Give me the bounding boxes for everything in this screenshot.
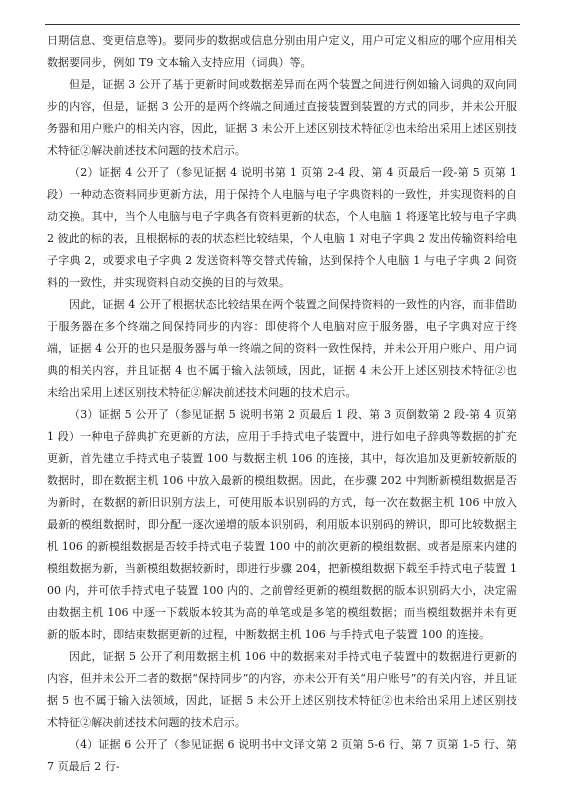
paragraph-6: 因此，证据 5 公开了利用数据主机 106 中的数据来对手持式电子装置中的数据进行更新的内容，但并未公开二者的数据“保持同步”的内容，亦未公开有关“用户账号”的有关内容，并且证据 5 也不属于输入法领域，因此，证据 5 未公开上述区别技术特征②也未给出采用上述区别技术特征②解决前述技术问题的技术启示。 bbox=[47, 650, 517, 729]
paragraph-1: 日期信息、变更信息等)。要同步的数据或信息分别由用户定义，用户可定义相应的哪个应用相关数据要同步，例如 T9 文本输入支持应用（词典）等。 bbox=[47, 34, 517, 69]
paragraph-7: （4）证据 6 公开了（参见证据 6 说明书中文译文第 2 页第 5-6 行、第 7 页第 1-5 行、第 7 页最后 2 行- bbox=[47, 738, 517, 773]
paragraph-3: （2）证据 4 公开了（参见证据 4 说明书第 1 页第 2-4 段、第 4 页最后一段-第 5 页第 1 段）一种动态资料同步更新方法，用于保持个人电脑与电子字典资料的一致性，并实现资料的自动交换。其中，当个人电脑与电子字典各有资料更新的状态，个人电脑 1 将逐笔比较与电子字典 2 彼此的标的表，且根据标的表的状态栏比较结果，个人电脑 1 对电子字典 2 发出传输资料给电子字典 2，或要求电子字典 2 发送资料等交替式传输，达到保持个人电脑 1 与电子字典 2 间资料的一致性，并实现资料自动交换的目的与效果。 bbox=[47, 166, 517, 289]
header-rule bbox=[45, 24, 520, 25]
paragraph-2: 但是，证据 3 公开了基于更新时间或数据差异而在两个装置之间进行例如输入词典的双向同步的内容，但是，证据 3 公开的是两个终端之间通过直接装置到装置的方式的同步，并未公开服务器和用户账户的相关内容，因此，证据 3 未公开上述区别技术特征②也未给出采用上述区别技术特征②解决前述技术问题的技术启示。 bbox=[47, 78, 517, 157]
paragraph-5: （3）证据 5 公开了（参见证据 5 说明书第 2 页最后 1 段、第 3 页倒数第 2 段-第 4 页第 1 段）一种电子辞典扩充更新的方法，应用于手持式电子装置中，进行如电子辞典等数据的扩充更新，首先建立手持式电子装置 100 与数据主机 106 的连接，其中，每次追加及更新较新版的数据时，即在数据主机 106 中放入最新的模组数据。因此，在步骤 202 中判断新模组数据是否为新时，在数据的新旧识别方法上，可使用版本识别码的方式，每一次在数据主机 106 中放入最新的模组数据时，即分配一逐次递增的版本识别码，利用版本识别码的辨识，即可比较数据主机 106 的新模组数据是否较手持式电子装置 100 中的前次更新的模组数据、或者是原来内建的模组数据为新，当新模组数据较新时，即进行步骤 204，把新模组数据下载至手持式电子装置 100 内，并可依手持式电子装置 100 内的、之前曾经更新的模组数据的版本识别码大小，决定需由数据主机 106 中逐一下载版本较其为高的单笔或是多笔的模组数据；而当模组数据并未有更新的版本时，即结束数据更新的过程，中断数据主机 106 与手持式电子装置 100 的连接。 bbox=[47, 408, 517, 641]
document-body bbox=[47, 30, 517, 778]
paragraph-4: 因此，证据 4 公开了根据状态比较结果在两个装置之间保持资料的一致性的内容，而非借助于服务器在多个终端之间保持同步的内容：即使将个人电脑对应于服务器，电子字典对应于终端，证据 4 公开的也只是服务器与单一终端之间的资料一致性保持，并未公开用户账户、用户词典的相关内容，并且证据 4 也不属于输入法领域，因此，证据 4 未公开上述区别技术特征②也未给出采用上述区别技术特征②解决前述技术问题的技术启示。 bbox=[47, 298, 517, 399]
